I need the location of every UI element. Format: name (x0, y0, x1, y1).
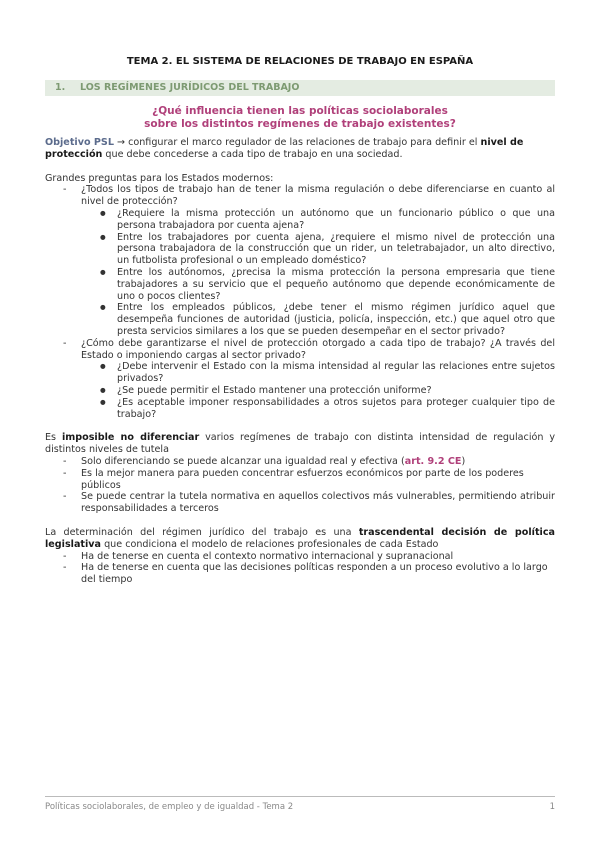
question-2-bullets (81, 361, 555, 420)
list-item (45, 456, 555, 468)
item-text: Se puede centrar la tutela normativa en aquellos colectivos más vulnerables, permitiendo atribuir responsabilidades a terceros (81, 491, 555, 515)
imposible-text-1: Es (45, 432, 62, 444)
list-item (45, 338, 555, 421)
footer-text: Políticas sociolaborales, de empleo y de igualdad - Tema 2 (45, 802, 294, 812)
determinacion-text-2: que condiciona el modelo de relaciones profesionales de cada Estado (101, 538, 439, 550)
objetivo-label: Objetivo PSL (45, 137, 114, 148)
objetivo-text-2: que debe concederse a cada tipo de trabajo en una sociedad. (102, 148, 403, 160)
imposible-bold: imposible no diferenciar (61, 432, 200, 444)
page-number: 1 (549, 802, 555, 812)
determinacion-text-1: La determinación del régimen jurídico del trabajo es una (45, 526, 359, 538)
guiding-question (0, 105, 600, 131)
item-end: ) (461, 455, 466, 467)
list-item: ● ¿Se puede permitir el Estado mantener una protección uniforme? (81, 385, 555, 397)
objetivo-text-1: configurar el marco regulador de las relaciones de trabajo para definir el (128, 137, 481, 148)
item-text: Es la mejor manera para pueden concentrar esfuerzos económicos por parte de los poderes públicos (81, 467, 524, 491)
document-body (45, 137, 555, 586)
question-line-2: sobre los distintos regímenes de trabajo existentes? (144, 118, 456, 130)
objetivo-arrow: → (113, 137, 129, 148)
section-heading (45, 80, 555, 96)
objetivo-paragraph (45, 137, 555, 161)
article-reference: art. 9.2 CE (404, 455, 462, 467)
question-1-bullets (81, 208, 555, 338)
determinacion-paragraph (45, 527, 555, 551)
section-title: LOS REGÍMENES JURÍDICOS DEL TRABAJO (80, 82, 300, 93)
list-item: - Ha de tenerse en cuenta el contexto normativo internacional y supranacional (45, 551, 555, 563)
list-item: ● ¿Es aceptable imponer responsabilidades a otros sujetos para proteger cualquier tipo de trabajo? (81, 397, 555, 421)
list-item: ● Entre los autónomos, ¿precisa la misma protección la persona empresaria que tiene trabajadores a su servicio que el pequeño autónomo que depende económicamente de uno o pocos clientes? (81, 267, 555, 302)
list-item: ● Entre los trabajadores por cuenta ajena, ¿requiere el mismo nivel de protección una persona trabajadora de la construcción que un rider, un teletrabajador, un alto directivo, un futbolista profesional o un empleado doméstico? (81, 232, 555, 267)
question-1-text: ¿Todos los tipos de trabajo han de tener la misma regulación o debe diferenciarse en cuanto al nivel de protección? (81, 184, 555, 208)
imposible-list (45, 456, 555, 515)
document-title: TEMA 2. EL SISTEMA DE RELACIONES DE TRABAJO EN ESPAÑA (126, 56, 474, 67)
question-2-text: ¿Cómo debe garantizarse el nivel de protección otorgado a cada tipo de trabajo? ¿A través del Estado o imponiendo cargas al sector privado? (81, 337, 555, 361)
questions-list (45, 184, 555, 420)
list-item: ● ¿Debe intervenir el Estado con la misma intensidad al regular las relaciones entre sujetos privados? (81, 361, 555, 385)
imposible-text-2: varios regímenes de trabajo con distinta intensidad de regulación y distintos niveles de tutela (45, 432, 556, 456)
section-number: 1. (55, 82, 66, 93)
objetivo-bold: nivel de protección (45, 137, 524, 160)
list-item (45, 491, 555, 515)
item-text: Solo diferenciando se puede alcanzar una igualdad real y efectiva ( (81, 455, 405, 467)
imposible-paragraph (45, 432, 555, 456)
list-item: ● Entre los empleados públicos, ¿debe tener el mismo régimen jurídico aquel que desempeña funciones de autoridad (justicia, policía, inspección, etc.) que aquel otro que presta servicios similares a los que se pueden desempeñar en el sector privado? (81, 302, 555, 337)
footer-divider (45, 796, 555, 797)
list-item (45, 184, 555, 337)
list-item: ● ¿Requiere la misma protección un autónomo que un funcionario público o que una persona trabajadora por cuenta ajena? (81, 208, 555, 232)
preguntas-intro: Grandes preguntas para los Estados modernos: (45, 172, 274, 184)
list-item (45, 468, 555, 492)
determinacion-list (45, 551, 555, 586)
determinacion-bold: trascendental decisión de política legislativa (45, 526, 555, 550)
list-item: - Ha de tenerse en cuenta que las decisiones políticas responden a un proceso evolutivo a lo largo del tiempo (45, 562, 555, 586)
question-line-1: ¿Qué influencia tienen las políticas sociolaborales (152, 105, 448, 117)
